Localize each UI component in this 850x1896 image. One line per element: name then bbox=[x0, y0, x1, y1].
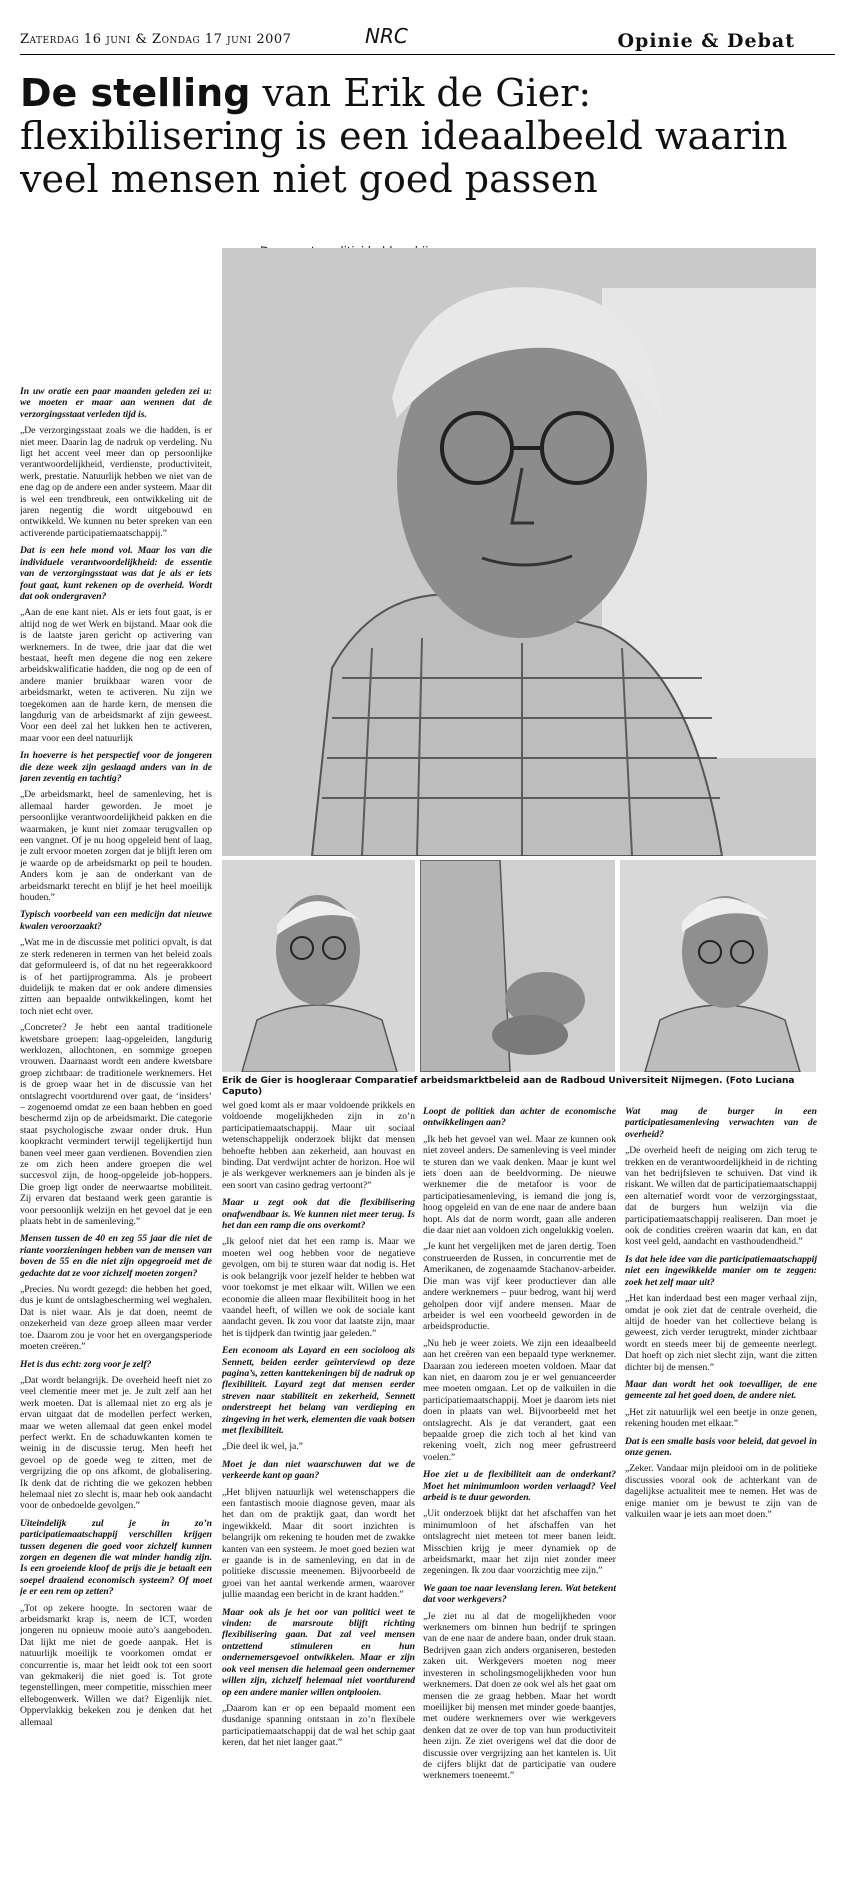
interview-answer: wel goed komt als er maar voldoende prikkels en voldoende mogelijkheden zijn in zo’n participatiemaatschappij. Maar uit sociaal wetenschappelijk onderzoek blijkt dat mensen behoefte hebben aan zekerheid, aan houvast en binding. Dat verdwijnt achter de horizon. Hoe wil je als werkgever werknemers aan je binden als je een soort van casino gedrag vertoont?” bbox=[222, 1100, 415, 1191]
text-column-2 bbox=[222, 1100, 415, 1885]
interview-question: Moet je dan niet waarschuwen dat we de verkeerde kant op gaan? bbox=[222, 1458, 415, 1482]
interview-question: Maar u zegt ook dat die flexibilisering onafwendbaar is. We kunnen niet meer terug. Is het dan een ramp die ons overkomt? bbox=[222, 1197, 415, 1232]
interview-question: Mensen tussen de 40 en zeg 55 jaar die niet de riante voorzieningen hebben van de mensen van boven de 55 en die niet zijn opgegroeid met de gedachte dat ze voor zichzelf moeten zorgen? bbox=[20, 1233, 212, 1279]
interview-answer: „Het blijven natuurlijk wel wetenschappers die een fantastisch mooie diagnose geven, maar als het dan om de praktijk gaat, dan wordt het ingewikkeld. Maar dit soort inzichten is belangrijk om rekening te houden met de zwakke kanten van een systeem. Je moet goed bezien wat er gaande is in de samenleving, en dat in de politieke discussie meenemen. Bijvoorbeeld de groei van het aantal werkende armen, waarover jullie maandag een bericht in de krant hadden.” bbox=[222, 1486, 415, 1601]
portrait-illustration bbox=[222, 248, 816, 856]
section-title: Opinie & Debat bbox=[617, 30, 795, 52]
interview-answer: „Uit onderzoek blijkt dat het afschaffen van het minimumloon of het afschaffen van het ontslagrecht niet meteen tot meer banen leidt. Misschien krijg je meer dynamiek op de arbeidsmarkt, maar het zijn niet zonder meer zegeningen. Ik zou daar voorzichtig mee zijn.” bbox=[423, 1508, 616, 1577]
interview-answer: „Zeker. Vandaar mijn pleidooi om in de politieke discussies vooral ook de achterkant van de dagelijkse actualiteit mee te nemen. Het was de enige manier om je bewust te zijn van de valkuilen waar je iets aan moet doen.” bbox=[625, 1463, 817, 1520]
interview-question: Is dat hele idee van die participatiemaatschappij niet een ingewikkelde manier om te zeggen: zoek het zelf maar uit? bbox=[625, 1253, 817, 1288]
interview-answer: „Het zit natuurlijk wel een beetje in onze genen, rekening houden met elkaar.” bbox=[625, 1406, 817, 1430]
interview-question: In hoeverre is het perspectief voor de jongeren die deze week zijn geslaagd anders van in de jaren zeventig en tachtig? bbox=[20, 750, 212, 784]
interview-question: Typisch voorbeeld van een medicijn dat nieuwe kwalen veroorzaakt? bbox=[20, 909, 212, 932]
interview-question: Maar ook als je het oor van politici weet te vinden: de marsroute blijft richting flexibilisering gaan. Dat zal veel mensen ontzettend stimuleren en hun ondernemersgevoel ontwikkelen. Maar er zijn ook veel mensen die helemaal geen ondernemer willen zijn, zichzelf helemaal niet voortdurend op een andere manier willen ontplooien. bbox=[222, 1606, 415, 1698]
headline-rest: van Erik de Gier: flexibilisering is een ideaalbeeld waarin veel mensen niet goed passen bbox=[20, 71, 788, 201]
interview-question: Wat mag de burger in een participatiesamenleving verwachten van de overheid? bbox=[625, 1106, 817, 1140]
text-column-4 bbox=[625, 1100, 817, 1885]
interview-answer: „Nu heb je weer zoiets. We zijn een ideaalbeeld aan het creëren van een bepaald type werknemer. Daaraan zou iedereen moeten voldoen. Maar dat kan niet, en daarom zou je er wel genuanceerder mee moeten omgaan. Let op de valkuilen in die participatiemaatschappij. Moet je daarom iets niet doen in plaats van wel. Bijvoorbeeld met het ontslagrecht. Als je dat verandert, gaat een bepaalde groep die zich toch al het kind van rekening voelt, zich nog meer gefrustreerd voelen.” bbox=[423, 1337, 616, 1463]
main-photo bbox=[222, 248, 816, 856]
edition-date: Zaterdag 16 juni & Zondag 17 juni 2007 bbox=[20, 32, 292, 47]
headline bbox=[20, 72, 820, 201]
headline-bold: De stelling bbox=[20, 71, 251, 115]
interview-question: Maar dan wordt het ook toevalliger, de ene gemeente zal het goed doen, de andere niet. bbox=[625, 1378, 817, 1402]
small-photo-right bbox=[620, 860, 816, 1072]
interview-answer: „Ik heb het gevoel van wel. Maar ze kunnen ook niet zoveel anders. De samenleving is veel minder te sturen dan we vaak denken. Maar je kunt wel iets doen aan de beeldvorming. De nieuwe werknemer die de metafoor is voor de participatiesamenleving, is iemand die jong is, hoog opgeleid en van de ene naar de andere baan hopt. Als dat de norm wordt, gaan alle anderen die daar niet aan voldoen zich ongelukkig voelen. bbox=[423, 1133, 616, 1237]
interview-answer: „De overheid heeft de neiging om zich terug te trekken en de verantwoordelijkheid in de richting van het bedrijfsleven te schuiven. Dat vind ik riskant. We willen dat de participatiemaatschappij een alternatief wordt voor de verzorgingsstaat, dat de burgers hun welzijn via die participatiemaatschappij realiseren. Dan moet je ook de condities creëren waarin dat kan, en dat kost veel geld, aandacht en vasthoudendheid.” bbox=[625, 1145, 817, 1248]
small-photo-left bbox=[222, 860, 415, 1072]
interview-question: Een econoom als Layard en een socioloog als Sennett, beiden eerder geïnterviewd op deze pagina’s, zetten kanttekeningen bij de nadruk op flexibiliteit. Layard zegt dat mensen eerder streven naar stabiliteit en zekerheid, Sennett onderstreept het belang van verdieping en zingeving in het werk, elementen die vaak botsen met flexibiliteit. bbox=[222, 1345, 415, 1436]
interview-question: Loopt de politiek dan achter de economische ontwikkelingen aan? bbox=[423, 1106, 616, 1129]
interview-answer: „De verzorgingsstaat zoals we die hadden, is er niet meer. Daarin lag de nadruk op verdeling. Nu ligt het accent veel meer dan op persoonlijke verantwoordelijkheid, verdienste, productiviteit, werk, prestatie. Natuurlijk hebben we niet van de ene dag op de andere een ander systeem. Maar dit is wel een trendbreuk, een ontwikkeling uit de jaren negentig die wordt uitgebouwd en ontwikkeld. We kunnen nu beter spreken van een activerende participatiemaatschappij.” bbox=[20, 425, 212, 539]
text-column-1 bbox=[20, 380, 212, 1885]
interview-answer: „Wat me in de discussie met politici opvalt, is dat ze sterk redeneren in termen van het beleid zoals dat geformuleerd is, of dat nu het regeerakkoord is of het partijprogramma. Als je probeert duidelijk te maken dat er ook andere dimensies zitten aan bepaalde ontwikkelingen, komt het toch niet echt over. bbox=[20, 937, 212, 1017]
small-photo-middle bbox=[420, 860, 615, 1072]
interview-question: Het is dus echt: zorg voor je zelf? bbox=[20, 1358, 152, 1370]
interview-question: Dat is een smalle basis voor beleid, dat gevoel in onze genen. bbox=[625, 1435, 817, 1458]
interview-answer: „Dat wordt belangrijk. De overheid heeft niet zo veel clementie meer met je. Je zult zelf aan het werk moeten. Dat is allemaal niet zo erg als je ervan uitgaat dat de modellen perfect werken, maar we weten allemaal dat geen enkel model perfect werkt. En de schaduwkanten komen te weinig in de discussie terug. Men heeft het gevoel op de goede weg te zitten, met de vergrijzing die op ons afkomt, de globalisering. Ik denk dat de richting die we gekozen hebben helemaal niet zo slecht is, maar heb ook aandacht voor de onbedoelde gevolgen.” bbox=[20, 1374, 212, 1512]
interview-answer: „Die deel ik wel, ja.” bbox=[222, 1441, 303, 1453]
photo-caption: Erik de Gier is hoogleraar Comparatief arbeidsmarktbeleid aan de Radboud Universiteit Nijmegen. (Foto Luciana Caputo) bbox=[222, 1076, 795, 1097]
interview-answer: „Het kan inderdaad best een mager verhaal zijn, omdat je ook ziet dat de centrale overheid, die altijd de hoeder van het collectieve belang is geweest, zich verder terugtrekt, minder zichtbaar wordt en steeds meer bij de gemeente neerlegt. Dat hoeft op zich niet slecht zijn, want die zitten dichter bij de mensen.” bbox=[625, 1293, 817, 1373]
interview-question: In uw oratie een paar maanden geleden zei u: we moeten er maar aan wennen dat de verzorgingsstaat verleden tijd is. bbox=[20, 386, 212, 420]
interview-question: Hoe ziet u de flexibiliteit aan de onderkant? Moet het minimumloon worden verlaagd? Veel arbeid is te duur geworden. bbox=[423, 1469, 616, 1503]
interview-answer: „Je kunt het vergelijken met de jaren dertig. Toen construeerden de Russen, in concurrentie met de Amerikanen, de zogenaamde Stachanov-arbeider. Die man was vijf keer productiever dan alle andere werknemers – puur bedrog, want hij werd geholpen door vijf andere mensen. Maar de arbeider is wel een voorbeeld geworden in de arbeidsproductie. bbox=[423, 1241, 616, 1333]
small-hands-middle bbox=[420, 860, 615, 1072]
interview-question: Uiteindelijk zul je in zo’n participatiemaatschappij verschillen krijgen tussen degenen die goed voor zichzelf kunnen zorgen en degenen die wat minder handig zijn. Is een groeiende kloof de prijs die je betaalt een soepel draaiend economisch systeem? Of moet je er een rem op zetten? bbox=[20, 1517, 212, 1598]
interview-question: We gaan toe naar levenslang leren. Wat betekent dat voor werkgevers? bbox=[423, 1582, 616, 1606]
interview-answer: „Concreter? Je hebt een aantal traditionele kwetsbare groepen: laag-opgeleiden, langdurig werklozen, allochtonen, en sommige groepen vrouwen. Daarnaast wordt een andere kwetsbare groep zichtbaar: de traditionele werknemers. Het is de groep waar het in de discussie van het ontslagrecht voortdurend over gaat, de ‘insiders’ – zogenoemd omdat ze een baan hebben en goed beschermd zijn op de arbeidsmarkt. Die categorie staat psychologische zwaar onder druk. Hun koopkracht vermindert terwijl tegelijkertijd hun banen veel meer gaan verdienen. Bovendien zien ze om zich heen andere groepen die wel succesvol zijn, de hoog-opgeleide job-hoppers. Die groep ligt onder de neerwaartse mobiliteit. Zij ervaren dat bestaand werk geen garantie is voor persoonlijk welzijn en het gevoel dat je een plaats hebt in de samenleving.” bbox=[20, 1022, 212, 1228]
interview-answer: „Ik geloof niet dat het een ramp is. Maar we moeten wel oog hebben voor de negatieve gevolgen, om bij te sturen waar dat nodig is. Het is ook belangrijk voor jezelf helder te hebben wat voor toekomst je met elkaar wilt. Willen we een economie die alleen maar flexibiliteit hoog in het vaandel heeft, of willen we ook de sociale kant aandacht geven. Ik zou voor dat laatste zijn, maar het is tijdperk dan twintig jaar geleden.” bbox=[222, 1236, 415, 1339]
interview-answer: „Daarom kan er op een bepaald moment een dusdanige spanning ontstaan in zo’n flexibele participatiemaatschappij dat de wal het schip gaat keren, dat het niet langer gaat.” bbox=[222, 1702, 415, 1749]
small-portrait-right bbox=[620, 860, 816, 1072]
interview-answer: „Precies. Nu wordt gezegd: die hebben het goed, dus je kunt de ontslagbescherming wel weghalen. Dat is niet waar. Als je dat doen, neemt de onzekerheid van deze groep alleen maar verder toe. Daarom zou je voor het en overgangsperiode moeten creëren.” bbox=[20, 1284, 212, 1353]
interview-question: Dat is een hele mond vol. Maar los van die individuele verantwoordelijkheid: de essentie van de verzorgingsstaat was dat je als er iets fout gaat, kunt rekenen op de overheid. Wordt dat ook ondergraven? bbox=[20, 545, 212, 602]
text-column-3 bbox=[423, 1100, 616, 1885]
interview-answer: „Je ziet nu al dat de mogelijkheden voor werknemers om binnen hun bedrijf te springen van de ene naar de andere baan, onder druk staan. Bedrijven gaan zich anders organiseren, besteden zaken uit. Werkgevers moeten nog meer investeren in scholingsmogelijkheden voor hun werknemers. Dat doen ze ook wel als het gaat om mensen die ze graag hebben. Maar het wordt moeilijker bij mensen met minder goede baantjes, met oudere werknemers over wie werkgevers denken dat ze over de top van hun productiviteit heen zijn. Ze ziet overigens wel dat die door de discussie over vergrijzing aan het kantelen is. Uit de cijfers blijkt dat de participatie van oudere werknemers toeneemt.” bbox=[423, 1610, 616, 1782]
publication-name: NRC bbox=[365, 24, 408, 48]
interview-answer: „Aan de ene kant niet. Als er iets fout gaat, is er altijd nog de wet Werk en bijstand. Maar ook die is de laatste jaren gericht op activering van werknemers. In de twee, drie jaar dat die wet bestaat, heeft men degene die nog een zekere arbeidskwalificatie hadden, die nog op de een of andere manier bruikbaar waren voor de arbeidsmarkt, weten te activeren. Nu zijn we toegekomen aan de harde kern, de mensen die langdurig van de arbeidsmarkt af zijn geweest. Voor een deel zal het lukken hen te activeren, maar voor een deel natuurlijk bbox=[20, 607, 212, 744]
interview-answer: „De arbeidsmarkt, heel de samenleving, het is allemaal harder geworden. Je moet je persoonlijke verantwoordelijkheid pakken en die waarmaken, je kunt niet zomaar terugvallen op een vangnet. Of je nu hoog opgeleid bent of laag, je zult ervoor moeten zorgen dat je blijft leren om je waarde op de arbeidsmarkt op peil te houden. Anders kom je aan de onderkant van de arbeidsmarkt terecht en blijf je het heel moeilijk houden.” bbox=[20, 789, 212, 904]
small-portrait-left bbox=[222, 860, 415, 1072]
masthead bbox=[20, 24, 835, 55]
interview-answer: „Tot op zekere hoogte. In sectoren waar de arbeidsmarkt krap is, neem de ICT, worden jongeren nu opnieuw mooie auto’s aangeboden. Dat lijkt me niet de goede aanpak. Het is natuurlijk moeilijk te voorkomen omdat er concurrentie is, maar het leidt ook tot een soort van gekmakerij die niet goed is. Tot grote tegenstellingen, meer competitie, misschien meer ellebogenwerk. Willen we dat? Eigenlijk niet. Oppervlakkig bekeken zou je denken dat het allemaal bbox=[20, 1602, 212, 1728]
